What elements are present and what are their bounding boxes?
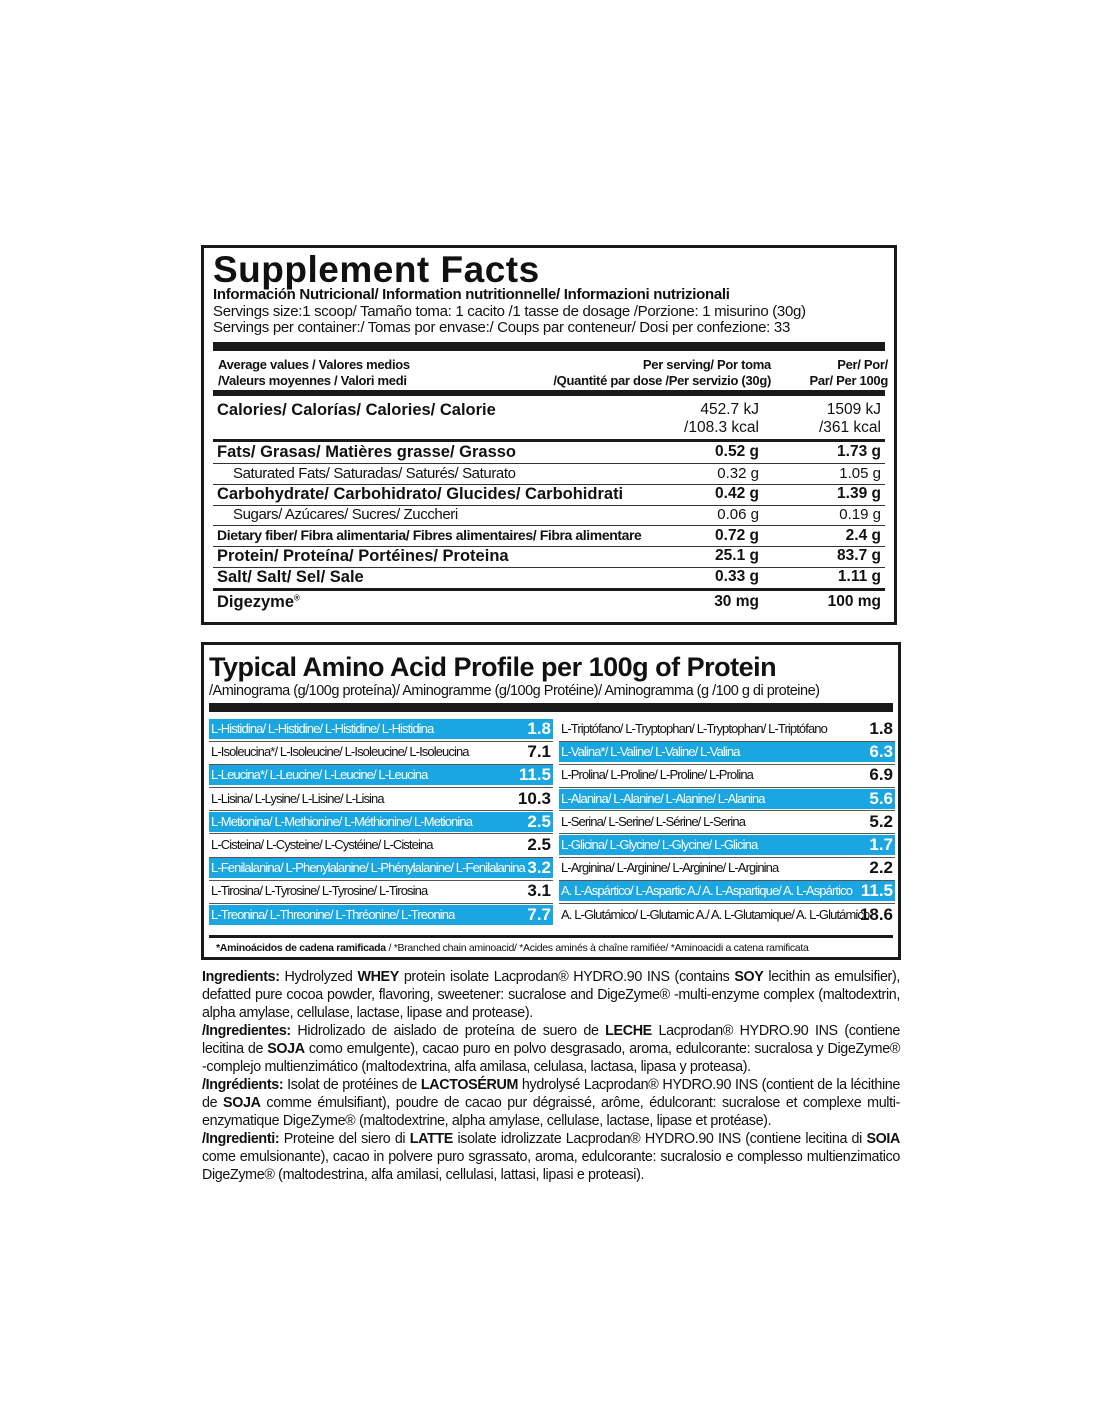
amino-value: 7.1: [527, 742, 551, 762]
nutrient-serving: 0.52 g: [715, 443, 759, 460]
nutrient-per100: 100 mg: [827, 593, 881, 610]
amino-value: 2.5: [527, 835, 551, 854]
amino-subtitle: /Aminograma (g/100g proteína)/ Aminogramme (g/100g Protéine)/ Aminogramma (g /100 g di proteine): [209, 683, 820, 699]
amino-row: [209, 835, 553, 855]
ingredient-text: comme émulsifiant), poudre de cacao pur dégraissé, arôme, édulcorant: sucralose et complexe multi-enzymatique DigeZyme® (maltodextrine, alpha amylase, cellulase, lactase, lipase et protéase).: [202, 1095, 900, 1129]
nutrient-per100: 1.73 g: [837, 443, 881, 460]
nutrient-label: [217, 593, 300, 612]
amino-value: 2.2: [869, 858, 893, 878]
nutrient-per100: 1.05 g: [839, 465, 881, 482]
ingredient-bold: SOIA: [866, 1131, 900, 1147]
amino-name: L-Tirosina/ L-Tyrosine/ L-Tyrosine/ L-Tirosina: [211, 883, 428, 899]
amino-name: L-Histidina/ L-Histidine/ L-Histidine/ L-Histidina: [211, 721, 434, 736]
amino-name: A. L-Aspártico/ L-Aspartic A./ A. L-Aspartique/ A. L-Aspártico: [561, 883, 853, 899]
calories-per-serving: [684, 401, 759, 437]
servings-per-container: Servings per container:/ Tomas por envase:/ Coups par conteneur/ Dosi per confezione: 33: [213, 319, 790, 336]
nutrition-subtitle: Información Nutricional/ Information nutritionnelle/ Informazioni nutrizionali: [213, 286, 730, 303]
amino-name: L-Fenilalanina/ L-Phenylalanine/ L-Phénylalanine/ L-Fenilalanina: [211, 860, 525, 876]
amino-row: [559, 719, 895, 739]
amino-row: [559, 858, 895, 878]
divider-bar: [209, 935, 893, 938]
amino-row: [209, 719, 553, 739]
nutrient-label: Dietary fiber/ Fibra alimentaria/ Fibres alimentaires/ Fibra alimentare: [217, 527, 642, 543]
amino-name: L-Triptófano/ L-Tryptophan/ L-Tryptophan/ L-Triptófano: [561, 721, 827, 736]
calories-100g-kcal: /361 kcal: [818, 419, 881, 436]
ingredient-bold: LECHE: [605, 1023, 652, 1039]
amino-value: 18.6: [859, 904, 893, 924]
ingredient-bold: LATTE: [409, 1131, 453, 1147]
ingredients-fr: [202, 1076, 900, 1130]
divider-line: [213, 439, 885, 442]
ingredient-bold: /Ingredienti:: [202, 1131, 280, 1147]
divider-bar: [213, 342, 885, 351]
amino-value: 10.3: [517, 788, 551, 808]
header-per-serving: [553, 357, 771, 389]
calories-label: Calories/ Calorías/ Calories/ Calorie: [217, 401, 496, 419]
registered-mark: ®: [294, 593, 300, 603]
nutrient-serving: 0.06 g: [717, 506, 759, 523]
footnote-text: / *Branched chain aminoacid/ *Acides aminés à chaîne ramifiée/ *Aminoacidi a catena ramificata: [385, 942, 809, 954]
amino-row: [559, 789, 895, 809]
ingredient-text: come emulsionante), cacao in polvere puro sgrassato, aroma, edulcorante: sucralosio e complesso multienzimatico DigeZyme® (maltodestrina, alfa amilasi, cellulasi, lattasi, lipasi e proteasi).: [202, 1149, 900, 1183]
ingredient-bold: SOJA: [223, 1095, 261, 1111]
ingredient-text: Isolat de protéines de: [283, 1077, 421, 1093]
header-per-100g: [810, 357, 889, 389]
amino-row: [559, 812, 895, 832]
amino-name: L-Cisteina/ L-Cysteine/ L-Cystéine/ L-Cisteina: [211, 837, 433, 852]
ingredient-text: lecithin as emulsifier), defatted pure cocoa powder, flavoring, sweetener: sucralose and DigeZyme® -multi-enzyme complex (maltodextrin, alpha amylase, cellulase, lactase, lipase and protease).: [202, 969, 900, 1021]
amino-value: 1.7: [869, 835, 893, 854]
ingredient-bold: /Ingredientes:: [202, 1023, 291, 1039]
amino-value: 1.8: [527, 719, 551, 738]
amino-name: L-Metionina/ L-Methionine/ L-Méthionine/ L-Metionina: [211, 813, 473, 829]
amino-name: L-Serina/ L-Serine/ L-Sérine/ L-Serina: [561, 813, 746, 829]
nutrient-serving: 0.33 g: [715, 568, 759, 585]
amino-value: 7.7: [527, 904, 551, 924]
ingredients-en: [202, 968, 900, 1022]
header-average-line1: Average values / Valores medios: [218, 357, 410, 372]
footnote-bold: *Aminoácidos de cadena ramificada: [216, 942, 386, 954]
amino-row: [559, 835, 895, 855]
amino-row: [559, 905, 895, 925]
calories-100g-kj: 1509 kJ: [826, 401, 881, 418]
amino-value: 6.3: [869, 742, 893, 762]
supplement-facts-panel: [201, 245, 897, 625]
amino-value: 3.1: [527, 881, 551, 901]
amino-name: L-Lisina/ L-Lysine/ L-Lisine/ L-Lisina: [211, 790, 384, 806]
ingredient-text: Hidrolizado de aislado de proteína de suero de: [290, 1023, 606, 1039]
nutrient-serving: 25.1 g: [715, 547, 759, 564]
nutrient-label: Fats/ Grasas/ Matières grasse/ Grasso: [217, 443, 516, 461]
nutrient-label: Saturated Fats/ Saturadas/ Saturés/ Saturato: [233, 465, 516, 482]
amino-name: L-Leucina*/ L-Leucine/ L-Leucine/ L-Leucina: [211, 767, 428, 783]
amino-name: L-Isoleucina*/ L-Isoleucine/ L-Isoleucine/ L-Isoleucina: [211, 744, 469, 760]
calories-serving-kcal: /108.3 kcal: [684, 419, 759, 436]
nutrient-label: Sugars/ Azúcares/ Sucres/ Zuccheri: [233, 506, 458, 523]
divider-bar: [209, 703, 893, 712]
ingredient-text: Hydrolyzed: [279, 969, 358, 985]
ingredient-bold: SOJA: [267, 1041, 305, 1057]
ingredient-text: Lacprodan® HYDRO.90 INS (contiene lecitina de: [202, 1023, 900, 1057]
header-100g-line2: Par/ Per 100g: [809, 373, 888, 388]
panel-title: Supplement Facts: [213, 249, 540, 290]
nutrient-label: Carbohydrate/ Carbohidrato/ Glucides/ Carbohidrati: [217, 485, 624, 503]
nutrient-per100: 2.4 g: [845, 527, 881, 544]
header-100g-line1: Per/ Por/: [837, 357, 888, 372]
divider-line: [213, 463, 885, 464]
ingredient-text: hydrolysé Lacprodan® HYDRO.90 INS (contient de la lécithine de: [202, 1077, 900, 1111]
nutrient-label: Salt/ Salt/ Sel/ Sale: [217, 568, 364, 586]
ingredient-text: Proteine del siero di: [279, 1131, 410, 1147]
nutrient-serving: 0.32 g: [717, 465, 759, 482]
amino-name: A. L-Glutámico/ L-Glutamic A./ A. L-Glutamique/ A. L-Glutámico: [561, 906, 870, 922]
nutrient-serving: 30 mg: [714, 593, 759, 610]
ingredient-bold: Ingredients:: [202, 969, 280, 985]
amino-value: 6.9: [869, 765, 893, 785]
amino-value: 11.5: [518, 765, 551, 785]
amino-name: L-Glicina/ L-Glycine/ L-Glycine/ L-Glicina: [561, 837, 758, 852]
servings-size: Servings size:1 scoop/ Tamaño toma: 1 cacito /1 tasse de dosage /Porzione: 1 misurino (30g): [213, 303, 806, 320]
amino-row: [209, 789, 553, 809]
amino-acid-panel: [201, 642, 901, 960]
ingredient-text: como emulgente), cacao puro en polvo desgrasado, aroma, edulcorante: sucralosa y DigeZyme® -complejo multienzimático (maltodextrina, alfa amilasa, celulasa, lactasa, lipasa y proteasa).: [202, 1041, 901, 1075]
amino-row: [559, 742, 895, 762]
amino-name: L-Arginina/ L-Arginine/ L-Arginine/ L-Arginina: [561, 860, 779, 876]
amino-value: 2.5: [527, 811, 551, 831]
header-average-line2: /Valeurs moyennes / Valori medi: [218, 373, 407, 388]
calories-serving-kj: 452.7 kJ: [700, 401, 759, 418]
amino-value: 3.2: [527, 858, 551, 878]
amino-name: L-Alanina/ L-Alanine/ L-Alanine/ L-Alanina: [561, 790, 765, 806]
ingredient-text: protein isolate Lacprodan® HYDRO.90 INS (contains: [398, 969, 735, 985]
nutrient-per100: 0.19 g: [839, 506, 881, 523]
amino-value: 11.5: [860, 881, 893, 901]
digezyme-label: Digezyme: [217, 593, 295, 611]
ingredients-es: [202, 1022, 900, 1076]
ingredient-text: isolate idrolizzate Lacprodan® HYDRO.90 INS (contiene lecitina di: [452, 1131, 867, 1147]
nutrient-serving: 0.72 g: [715, 527, 759, 544]
divider-line: [213, 588, 885, 591]
nutrient-per100: 83.7 g: [837, 547, 881, 564]
amino-row: [209, 905, 553, 925]
amino-row: [559, 881, 895, 901]
amino-value: 5.2: [869, 811, 893, 831]
amino-row: [209, 812, 553, 832]
header-average-values: [218, 357, 410, 389]
ingredients-block: [202, 968, 900, 1184]
header-serving-line1: Per serving/ Por toma: [642, 357, 771, 372]
ingredient-bold: LACTOSÉRUM: [420, 1077, 519, 1093]
nutrient-per100: 1.39 g: [837, 485, 881, 502]
ingredient-bold: /Ingrédients:: [202, 1077, 284, 1093]
amino-name: L-Prolina/ L-Proline/ L-Proline/ L-Prolina: [561, 767, 753, 783]
ingredient-bold: WHEY: [357, 969, 399, 985]
amino-row: [209, 765, 553, 785]
ingredient-bold: SOY: [734, 969, 764, 985]
amino-footnote: [216, 941, 809, 955]
amino-row: [209, 742, 553, 762]
ingredients-it: [202, 1130, 900, 1184]
amino-name: L-Valina*/ L-Valine/ L-Valine/ L-Valina: [561, 744, 740, 760]
divider-bar: [213, 390, 885, 396]
amino-name: L-Treonina/ L-Threonine/ L-Thréonine/ L-Treonina: [211, 906, 455, 922]
calories-per-100g: [819, 401, 881, 437]
amino-value: 5.6: [869, 788, 893, 808]
amino-row: [209, 858, 553, 878]
calories-row: [213, 401, 885, 437]
amino-title: Typical Amino Acid Profile per 100g of Protein: [209, 652, 777, 682]
nutrient-per100: 1.11 g: [837, 568, 881, 585]
amino-value: 1.8: [869, 719, 893, 738]
header-serving-line2: /Quantité par dose /Per servizio (30g): [553, 373, 771, 388]
nutrient-serving: 0.42 g: [715, 485, 759, 502]
nutrient-label: Protein/ Proteína/ Portéines/ Proteina: [217, 547, 509, 565]
divider-line: [213, 525, 885, 526]
amino-row: [559, 765, 895, 785]
amino-row: [209, 881, 553, 901]
